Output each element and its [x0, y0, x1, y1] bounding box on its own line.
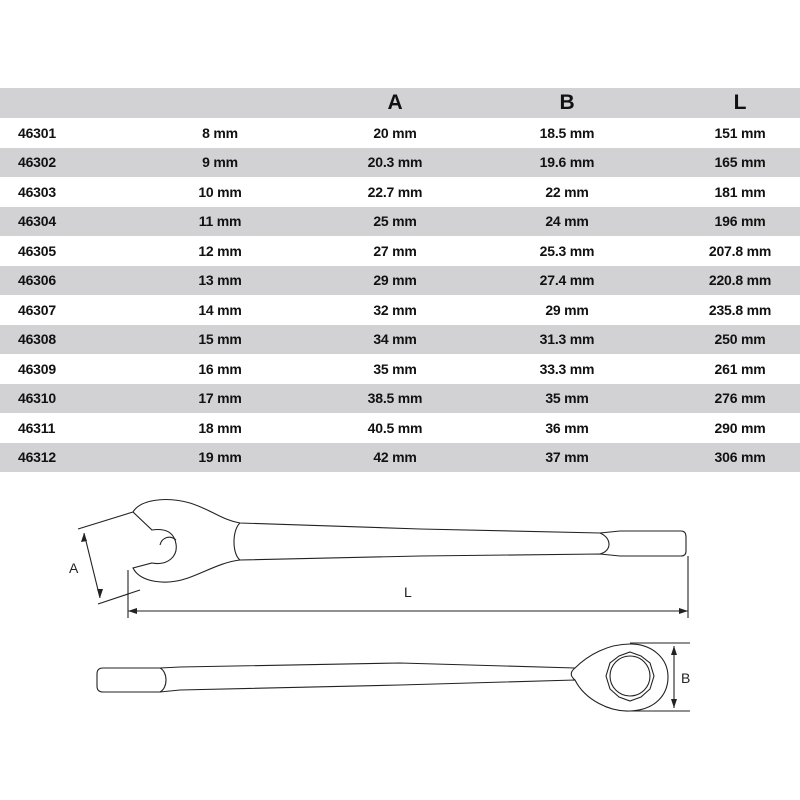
- table-cell: 33.3 mm: [539, 360, 595, 377]
- dimension-label-l: L: [404, 584, 412, 600]
- table-cell: 46302: [18, 154, 56, 171]
- header-cell-a: A: [387, 91, 403, 114]
- table-row: [0, 177, 800, 207]
- table-row: [0, 236, 800, 266]
- table-cell: 46301: [18, 124, 56, 141]
- table-cell: 24 mm: [545, 213, 589, 230]
- table-cell: 220.8 mm: [708, 272, 772, 289]
- table-cell: 35 mm: [545, 390, 589, 407]
- table-cell: 276 mm: [714, 390, 766, 407]
- table-cell: 14 mm: [198, 301, 242, 318]
- table-cell: 12 mm: [198, 242, 242, 259]
- table-cell: 235.8 mm: [708, 301, 772, 318]
- table-cell: 46304: [18, 213, 56, 230]
- arrow-b-bottom: [671, 699, 677, 708]
- table-cell: 46303: [18, 183, 56, 200]
- table-cell: 181 mm: [714, 183, 766, 200]
- table-cell: 42 mm: [373, 449, 417, 466]
- table-cell: 46307: [18, 301, 56, 318]
- header-cell-l: L: [733, 91, 747, 114]
- table-cell: 27.4 mm: [539, 272, 595, 289]
- table-row: [0, 413, 800, 443]
- table-cell: 29 mm: [373, 272, 417, 289]
- table-row: [0, 148, 800, 178]
- table-cell: 13 mm: [198, 272, 242, 289]
- dimension-label-b: B: [681, 670, 691, 686]
- table-cell: 9 mm: [202, 154, 238, 171]
- table-cell: 16 mm: [198, 360, 242, 377]
- table-cell: 46310: [18, 390, 56, 407]
- table-cell: 29 mm: [545, 301, 589, 318]
- table-cell: 25 mm: [373, 213, 417, 230]
- twelve-point-ring: [606, 652, 654, 701]
- table-row: [0, 384, 800, 414]
- table-cell: 46308: [18, 331, 56, 348]
- table-cell: 35 mm: [373, 360, 417, 377]
- open-end-wrench-outline: [133, 500, 686, 583]
- table-cell: 19 mm: [198, 449, 242, 466]
- table-cell: 46305: [18, 242, 56, 259]
- table-cell: 17 mm: [198, 390, 242, 407]
- table-header-row: [0, 88, 800, 118]
- table-row: [0, 295, 800, 325]
- table-cell: 250 mm: [714, 331, 766, 348]
- table-cell: 36 mm: [545, 419, 589, 436]
- table-row: [0, 118, 800, 148]
- table-cell: 261 mm: [714, 360, 766, 377]
- table-cell: 151 mm: [714, 124, 766, 141]
- table-cell: 40.5 mm: [367, 419, 423, 436]
- table-cell: 22 mm: [545, 183, 589, 200]
- table-cell: 165 mm: [714, 154, 766, 171]
- table-cell: 46312: [18, 449, 56, 466]
- header-cell-article: [18, 88, 138, 118]
- table-cell: 37 mm: [545, 449, 589, 466]
- table-cell: 22.7 mm: [367, 183, 423, 200]
- table-cell: 46311: [18, 419, 56, 436]
- table-cell: 15 mm: [198, 331, 242, 348]
- table-cell: 20.3 mm: [367, 154, 423, 171]
- arrow-b-top: [671, 646, 677, 655]
- table-cell: 27 mm: [373, 242, 417, 259]
- arrow-l-right: [679, 608, 688, 614]
- table-cell: 306 mm: [714, 449, 766, 466]
- table-cell: 207.8 mm: [708, 242, 772, 259]
- table-cell: 10 mm: [198, 183, 242, 200]
- table-cell: 38.5 mm: [367, 390, 423, 407]
- table-body: [0, 118, 800, 472]
- arrow-a-top: [81, 533, 87, 542]
- arrow-l-left: [128, 608, 137, 614]
- table-cell: 20 mm: [373, 124, 417, 141]
- arrow-a-bottom: [97, 589, 103, 598]
- wrench-dimension-diagram: [0, 480, 800, 800]
- table-cell: 11 mm: [198, 213, 242, 230]
- table-row: [0, 354, 800, 384]
- table-row: [0, 207, 800, 237]
- table-row: [0, 325, 800, 355]
- spec-table: [0, 88, 800, 472]
- table-cell: 34 mm: [373, 331, 417, 348]
- table-cell: 32 mm: [373, 301, 417, 318]
- table-cell: 46309: [18, 360, 56, 377]
- table-cell: 18 mm: [198, 419, 242, 436]
- table-cell: 8 mm: [202, 124, 238, 141]
- table-cell: 18.5 mm: [539, 124, 595, 141]
- table-cell: 46306: [18, 272, 56, 289]
- header-cell-size: [160, 88, 280, 118]
- table-row: [0, 266, 800, 296]
- table-row: [0, 443, 800, 473]
- table-cell: 196 mm: [714, 213, 766, 230]
- dimension-label-a: A: [69, 560, 79, 576]
- table-cell: 25.3 mm: [539, 242, 595, 259]
- table-cell: 290 mm: [714, 419, 766, 436]
- table-cell: 19.6 mm: [539, 154, 595, 171]
- table-cell: 31.3 mm: [539, 331, 595, 348]
- header-cell-b: B: [559, 91, 575, 114]
- ring-end-wrench-outline: [97, 644, 668, 711]
